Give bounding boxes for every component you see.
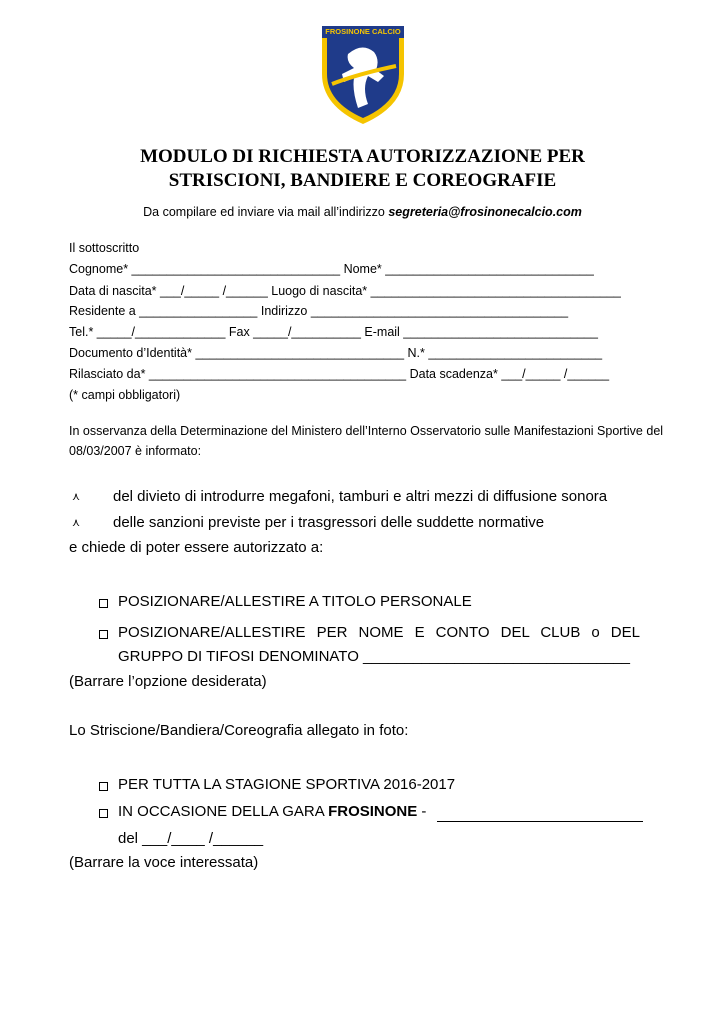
instructions [0,205,725,219]
frosinone-calcio-logo [318,24,408,126]
option-match-prefix: IN OCCASIONE DELLA GARA [118,803,329,820]
option-personal: POSIZIONARE/ALLESTIRE A TITOLO PERSONALE [118,593,472,610]
instructions-text: Da compilare ed inviare via mail all’indirizzo [143,205,389,219]
option-match [118,803,426,820]
match-date-field[interactable]: del ___/____ /______ [118,830,264,847]
checkbox-club[interactable] [99,630,108,639]
intro-label: Il sottoscritto [69,241,140,255]
observance-line-2: 08/03/2007 è informato: [69,444,202,458]
photo-text: Lo Striscione/Bandiera/Coreografia allegato in foto: [69,722,409,739]
triangle-bullet-icon: ⋏ [72,491,81,503]
observance-line-1: In osservanza della Determinazione del Ministero dell’Interno Osservatorio sulle Manifestazioni Sportive del [69,424,664,438]
informed-item: delle sanzioni previste per i trasgressori delle suddette normative [113,514,545,531]
residence-field[interactable]: Residente a _________________ Indirizzo _____________________________________ [69,304,569,318]
issued-field[interactable]: Rilasciato da* _____________________________________ Data scadenza* ___/_____ /______ [69,367,610,381]
birth-field[interactable]: Data di nascita* ___/_____ /______ Luogo di nascita* ____________________________________ [69,284,621,298]
informed-item: del divieto di introdurre megafoni, tamburi e altri mezzi di diffusione sonora [113,488,608,505]
surname-name-field[interactable]: Cognome* ______________________________ Nome* ______________________________ [69,262,594,276]
document-field[interactable]: Documento d’Identità* ______________________________ N.* _________________________ [69,346,603,360]
option-club-line-1: POSIZIONARE/ALLESTIRE PER NOME E CONTO DEL CLUB o DEL [118,624,640,641]
form-title-line-2: STRISCIONI, BANDIERE E COREOGRAFIE [168,170,557,191]
logo-text: FROSINONE CALCIO [325,27,401,36]
triangle-bullet-icon: ⋏ [72,517,81,529]
opponent-field[interactable] [437,821,643,822]
option-note: (Barrare l’opzione desiderata) [69,673,267,690]
form-title-line-1: MODULO DI RICHIESTA AUTORIZZAZIONE PER [140,146,585,167]
checkbox-match[interactable] [99,809,108,818]
home-team: FROSINONE [328,803,418,820]
request-text: e chiede di poter essere autorizzato a: [69,539,324,556]
checkbox-season[interactable] [99,782,108,791]
option-club-line-2[interactable]: GRUPPO DI TIFOSI DENOMINATO ________________________________ [118,648,630,665]
contacts-field[interactable]: Tel.* _____/_____________ Fax _____/__________ E-mail ____________________________ [69,325,598,339]
option-match-suffix: - [417,803,427,820]
checkbox-personal[interactable] [99,599,108,608]
option-season: PER TUTTA LA STAGIONE SPORTIVA 2016-2017 [118,776,456,793]
email-link[interactable]: segreteria@frosinonecalcio.com [388,205,582,219]
required-note: (* campi obbligatori) [69,388,181,402]
period-note: (Barrare la voce interessata) [69,854,259,871]
